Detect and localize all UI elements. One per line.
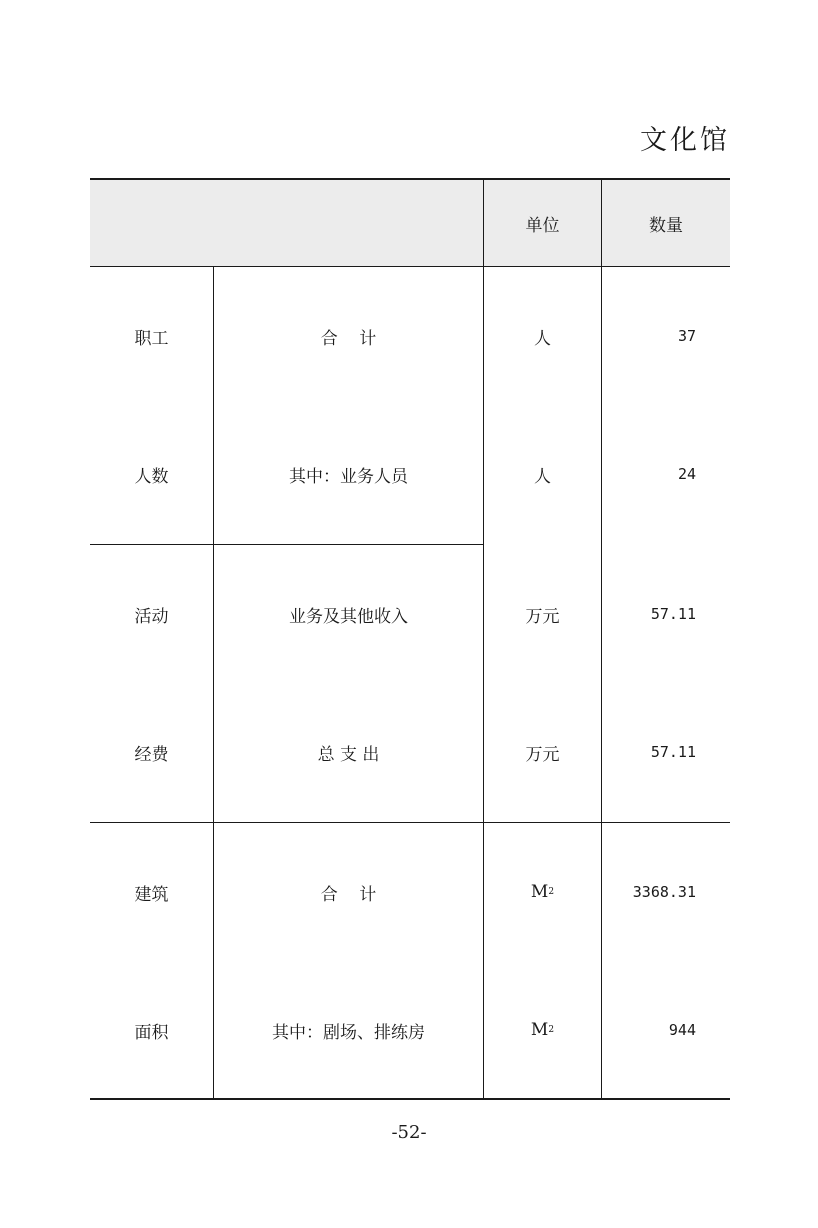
group-label-area-bottom: 面积 xyxy=(134,1022,169,1043)
row-1-item: 其中：业务人员 xyxy=(289,466,408,487)
row-0-item: 合 计 xyxy=(320,328,377,349)
row-0-value: 37 xyxy=(677,327,696,345)
row-5-unit-superscript: 2 xyxy=(548,1025,555,1035)
group-label-funds-top: 活动 xyxy=(134,606,169,627)
header-quantity: 数量 xyxy=(649,215,683,236)
row-1-value: 24 xyxy=(677,465,696,483)
row-3-unit: 万元 xyxy=(525,744,560,765)
row-0-unit: 人 xyxy=(534,328,551,349)
row-5-value: 944 xyxy=(668,1021,696,1039)
row-2-unit: 万元 xyxy=(525,606,560,627)
group-label-staff-bottom: 人数 xyxy=(134,466,169,487)
group-label-funds-bottom: 经费 xyxy=(134,744,169,765)
row-4-unit-superscript: 2 xyxy=(548,887,555,897)
row-4-value: 3368.31 xyxy=(632,883,696,901)
statistics-table xyxy=(90,178,730,1100)
row-4-item: 合 计 xyxy=(320,884,377,905)
row-1-unit: 人 xyxy=(534,466,551,487)
row-3-value: 57.11 xyxy=(650,743,696,761)
row-4-unit-text: M xyxy=(530,882,549,902)
row-3-item: 总 支 出 xyxy=(317,744,380,765)
page-title: 文化馆 xyxy=(640,125,730,156)
row-5-item: 其中：剧场、排练房 xyxy=(272,1022,425,1043)
row-4-unit xyxy=(484,823,601,961)
row-2-value: 57.11 xyxy=(650,605,696,623)
group-label-area-top: 建筑 xyxy=(134,884,169,905)
group-label-staff-top: 职工 xyxy=(134,328,169,349)
header-unit: 单位 xyxy=(525,215,560,236)
row-5-unit-text: M xyxy=(530,1020,549,1040)
page-number: -52- xyxy=(391,1122,427,1143)
row-2-item: 业务及其他收入 xyxy=(289,606,408,627)
row-5-unit xyxy=(484,961,601,1099)
